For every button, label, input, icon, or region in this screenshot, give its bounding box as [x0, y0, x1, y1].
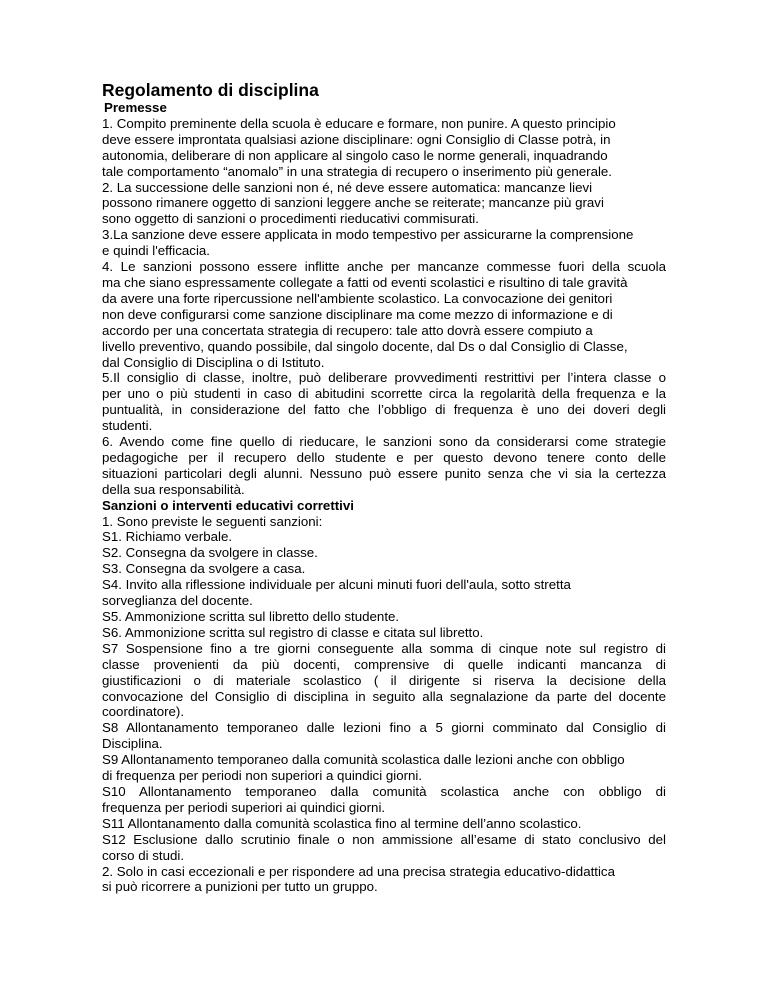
- text-line: da avere una forte ripercussione nell'ambiente scolastico. La convocazione dei genitori: [102, 290, 613, 306]
- text-line: 5.Il consiglio di classe, inoltre, può deliberare provvedimenti restrittivi per l’intera classe o: [102, 370, 666, 386]
- text-line: frequenza per periodi superiori ai quindici giorni.: [102, 799, 386, 815]
- text-line: S3. Consegna da svolgere a casa.: [102, 561, 306, 577]
- section-heading: Premesse: [104, 100, 167, 115]
- text-line: 1. Sono previste le seguenti sanzioni:: [102, 513, 323, 529]
- text-line: sorveglianza del docente.: [102, 593, 253, 609]
- text-line: convocazione del Consiglio di disciplina in seguito alla segnalazione da parte del docente: [102, 688, 666, 704]
- text-line: situazioni particolari degli alunni. Nessuno può essere punito senza che vi sia la certezza: [102, 465, 666, 481]
- text-line: 4. Le sanzioni possono essere inflitte anche per mancanze commesse fuori della scuola: [102, 259, 666, 275]
- text-line: S11 Allontanamento dalla comunità scolastica fino al termine dell’anno scolastico.: [102, 815, 582, 831]
- text-line: S9 Allontanamento temporaneo dalla comunità scolastica dalle lezioni anche con obbligo: [102, 752, 625, 768]
- document-text: [102, 100, 666, 895]
- text-line: deve essere improntata qualsiasi azione disciplinare: ogni Consiglio di Classe potrà, in: [102, 131, 611, 147]
- text-line: accordo per una concertata strategia di recupero: tale atto dovrà essere compiuto a: [102, 322, 593, 338]
- text-line: S5. Ammonizione scritta sul libretto dello studente.: [102, 609, 400, 624]
- text-line: S7 Sospensione fino a tre giorni conseguente alla somma di cinque note sul registro di: [102, 640, 666, 656]
- text-line: Disciplina.: [102, 736, 163, 752]
- text-line: ma che siano espressamente collegate a fatti od eventi scolastici e risultino di tale gravità: [102, 274, 628, 290]
- text-line: sono oggetto di sanzioni o procedimenti rieducativi commisurati.: [102, 211, 479, 227]
- text-line: della sua responsabilità.: [102, 481, 245, 497]
- text-line: S2. Consegna da svolgere in classe.: [102, 545, 318, 561]
- document-body: [102, 80, 666, 895]
- text-line: puntualità, in considerazione del fatto che l’obbligo di frequenza è uno dei doveri degli: [102, 402, 666, 418]
- text-line: 1. Compito preminente della scuola è educare e formare, non punire. A questo principio: [102, 115, 616, 131]
- text-line: S12 Esclusione dallo scrutinio finale o non ammissione all’esame di stato conclusivo del: [102, 831, 666, 847]
- section-heading: Sanzioni o interventi educativi correttivi: [102, 497, 354, 513]
- text-line: S10 Allontanamento temporaneo dalla comunità scolastica anche con obbligo di: [102, 783, 666, 799]
- text-line: autonomia, deliberare di non applicare al singolo caso le norme generali, inquadrando: [102, 147, 608, 163]
- text-line: di frequenza per periodi non superiori a quindici giorni.: [102, 768, 423, 784]
- document-title: Regolamento di disciplina: [102, 80, 319, 100]
- text-line: si può ricorrere a punizioni per tutto un gruppo.: [102, 879, 378, 895]
- text-line: coordinatore).: [102, 704, 185, 720]
- text-line: 2. Solo in casi eccezionali e per rispondere ad una precisa strategia educativo-didattica: [102, 863, 615, 879]
- text-line: dal Consiglio di Disciplina o di Istituto.: [102, 354, 325, 370]
- text-line: giustificazioni o di materiale scolastico ( il dirigente si riserva la decisione della: [102, 672, 666, 688]
- text-line: possono rimanere oggetto di sanzioni leggere anche se reiterate; mancanze più gravi: [102, 195, 604, 211]
- text-line: 3.La sanzione deve essere applicata in modo tempestivo per assicurarne la comprensione: [102, 227, 634, 243]
- text-line: pedagogiche per il recupero dello studente e per questo devono tenere conto delle: [102, 449, 666, 465]
- text-line: 2. La successione delle sanzioni non é, né deve essere automatica: mancanze lievi: [102, 179, 593, 195]
- text-line: 6. Avendo come fine quello di rieducare, le sanzioni sono da considerarsi come strategie: [102, 434, 666, 450]
- text-line: tale comportamento “anomalo” in una strategia di recupero o inserimento più generale.: [102, 163, 613, 179]
- text-line: e quindi l'efficacia.: [102, 243, 210, 259]
- text-line: classe provenienti da più docenti, comprensive di quelle indicanti mancanza di: [102, 656, 666, 672]
- text-line: per uno o più studenti in caso di abitudini scorrette circa la regolarità della frequenza e la: [102, 386, 666, 402]
- text-line: non deve configurarsi come sanzione disciplinare ma come mezzo di informazione e di: [102, 306, 613, 322]
- text-line: S4. Invito alla riflessione individuale per alcuni minuti fuori dell'aula, sotto stretta: [102, 577, 571, 593]
- text-line: S1. Richiamo verbale.: [102, 529, 233, 545]
- text-line: studenti.: [102, 418, 153, 434]
- text-line: S8 Allontanamento temporaneo dalle lezioni fino a 5 giorni comminato dal Consiglio di: [102, 720, 666, 736]
- text-line: corso di studi.: [102, 847, 185, 863]
- text-line: S6. Ammonizione scritta sul registro di classe e citata sul libretto.: [102, 624, 484, 640]
- text-line: livello preventivo, quando possibile, dal singolo docente, dal Ds o dal Consiglio di Classe,: [102, 338, 628, 354]
